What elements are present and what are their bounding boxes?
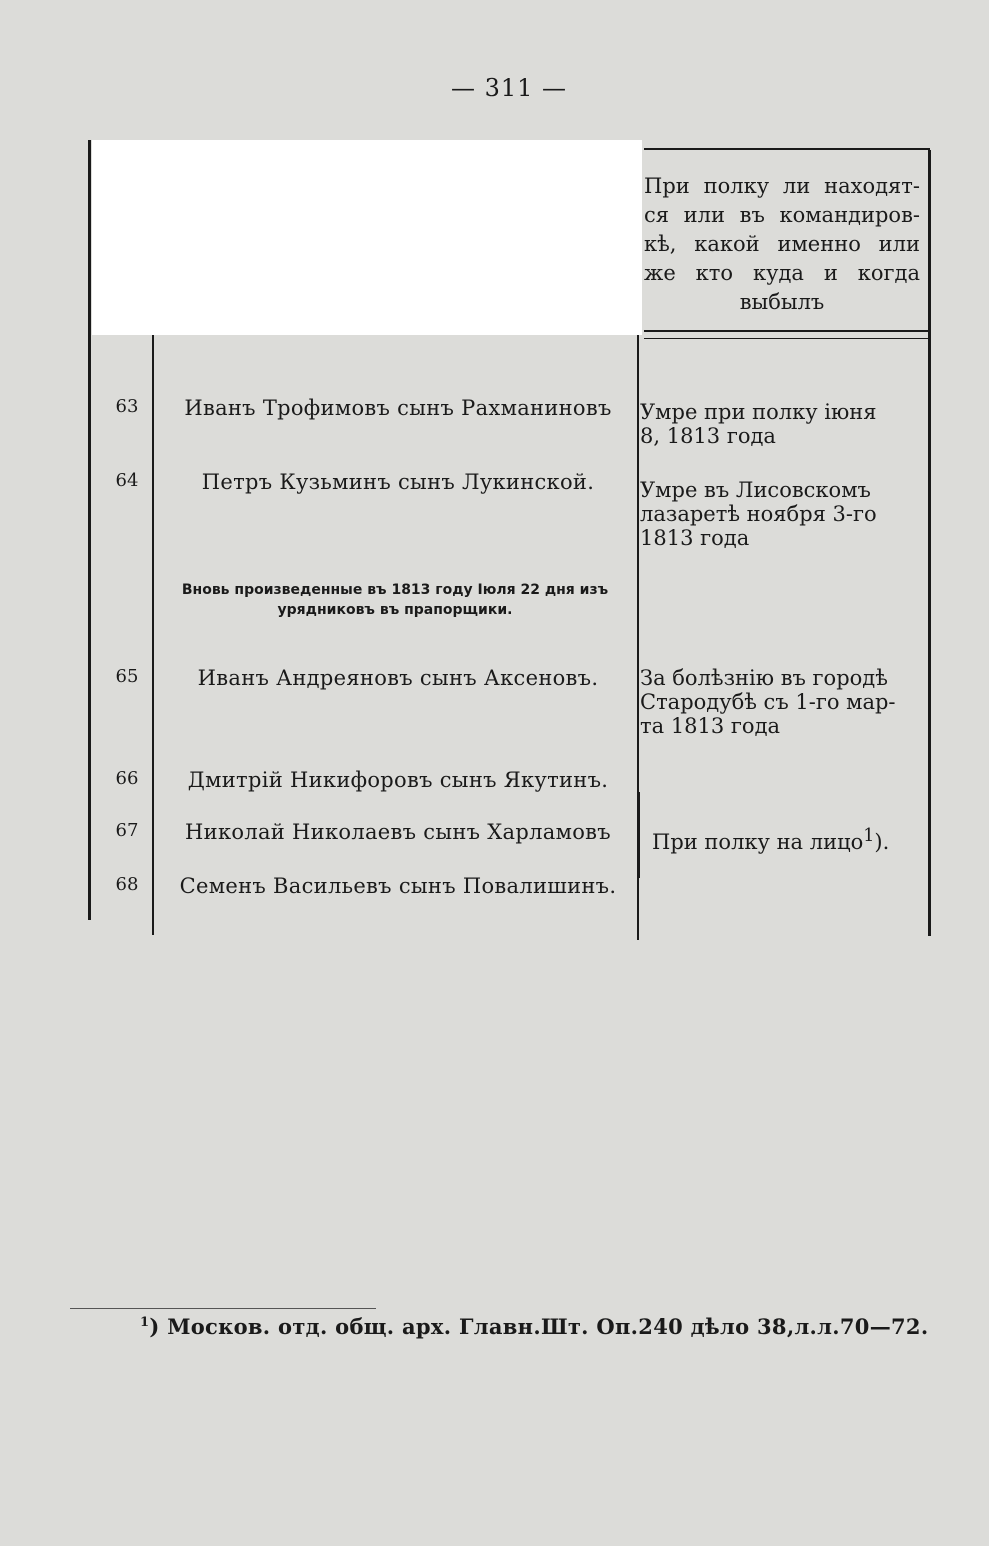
footnote-rule (70, 1308, 376, 1309)
header-line-last: выбылъ (739, 290, 825, 314)
row-name: Иванъ Андреяновъ сынъ Аксеновъ. (197, 666, 599, 690)
note-line: 1813 года (640, 526, 750, 550)
row-note (640, 666, 918, 738)
footnote-text: ) Москов. отд. общ. арх. Главн.Шт. Оп.240 дѣло 38,л.л.70—72. (149, 1314, 929, 1339)
row-number: 63 (115, 396, 139, 417)
note-line: Умре въ Лисовскомъ (640, 478, 871, 502)
page-number: — 311 — (450, 74, 568, 102)
note-line: 8, 1813 года (640, 424, 776, 448)
row-number: 66 (115, 768, 139, 789)
table-top-rule (644, 148, 930, 150)
section-title (150, 580, 640, 620)
group-note (652, 826, 889, 854)
num-column-divider (152, 335, 154, 935)
header-line: кѣ, какой именно или (644, 232, 920, 256)
section-title-line: Вновь произведенные въ 1813 году Iюля 22 дня изъ (181, 582, 609, 598)
note-line: За болѣзнiю въ городѣ (640, 666, 888, 690)
note-line: лазаретѣ ноября 3-го (640, 502, 877, 526)
row-name: Петръ Кузьминъ сынъ Лукинской. (201, 470, 595, 494)
note-line: Умре при полку iюня (640, 400, 877, 424)
row-number: 68 (115, 874, 139, 895)
note-line: та 1813 года (640, 714, 781, 738)
footnote (140, 1314, 928, 1339)
footnote-mark: 1 (140, 1315, 150, 1330)
row-note (640, 400, 918, 448)
header-line: же кто куда и когда (644, 261, 920, 285)
column-header-note (644, 172, 920, 317)
row-note (640, 478, 918, 550)
table-left-border (88, 140, 91, 920)
group-note-text: При полку на лицо (652, 830, 864, 854)
note-line: Стародубѣ съ 1-го мар- (640, 690, 896, 714)
row-name: Семенъ Васильевъ сынъ Повалишинъ. (179, 874, 617, 898)
row-number: 67 (115, 820, 139, 841)
blank-header-area (92, 140, 642, 335)
row-number: 65 (115, 666, 139, 687)
header-line: При полку ли находят- (644, 174, 920, 198)
header-bottom-rule-2 (644, 338, 930, 339)
table-right-border (928, 150, 931, 936)
header-line: ся или въ командиров- (644, 203, 920, 227)
header-bottom-rule (644, 330, 930, 332)
row-name: Дмитрiй Никифоровъ сынъ Якутинъ. (187, 768, 609, 792)
row-number: 64 (115, 470, 139, 491)
row-name: Иванъ Трофимовъ сынъ Рахманиновъ (184, 396, 612, 420)
group-note-close: ). (874, 830, 890, 854)
row-name: Николай Николаевъ сынъ Харламовъ (185, 820, 611, 844)
group-note-mark: 1 (863, 826, 875, 846)
section-title-line: урядниковъ въ прапорщики. (277, 602, 513, 618)
